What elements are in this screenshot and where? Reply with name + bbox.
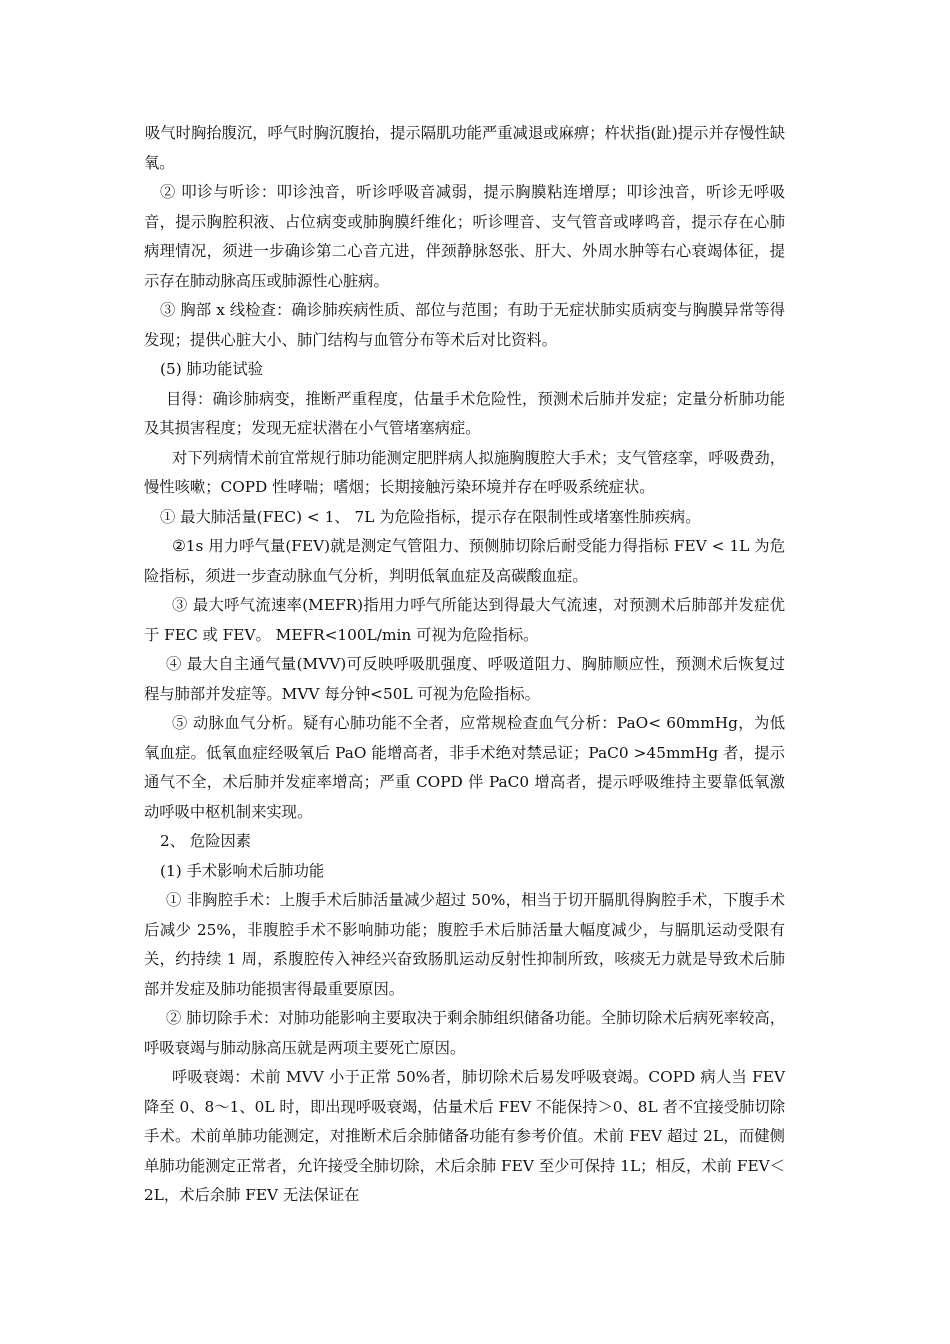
paragraph	[144, 119, 785, 178]
paragraph-fev1	[144, 532, 785, 591]
paragraph-mvv	[144, 650, 785, 709]
paragraph-text: ② 肺切除手术：对肺功能影响主要取决于剩余肺组织储备功能。全肺切除术后病死率较高，呼吸衰竭与肺动脉高压就是两项主要死亡原因。	[144, 1009, 785, 1057]
paragraph-chest-xray	[144, 296, 785, 355]
paragraph-text: 目得：确诊肺病变，推断严重程度，估量手术危险性，预测术后肺并发症；定量分析肺功能及其损害程度；发现无症状潜在小气管堵塞病症。	[144, 389, 785, 437]
subsection-heading-surgery	[144, 857, 785, 887]
text-run: < 1L 为危险指标，须进一步查动脉血气分析，判明低氧血症及高碳酸血症。	[144, 537, 785, 585]
text-run: 无法保证在	[278, 1186, 360, 1204]
document-body	[144, 119, 785, 1211]
text-run: ＜2L，术后余肺 FEV	[144, 1156, 785, 1204]
text-run: 不能保持＞0、8L 者不宜接受肺切除手术。术前单肺功能测定，对推断术后余肺储备功能有参考价值。术前 FEV	[144, 1097, 785, 1145]
text-run: 。 MEFR<100L/min 可视为危险指标。	[255, 625, 539, 644]
text-run: 能增高者，非手术绝对禁忌证；PaC0	[366, 743, 629, 762]
text-run: 降至 0、8～1、0L 时，即出现呼吸衰竭，估量术后 FEV	[144, 1097, 532, 1116]
text-run: >45mmHg 者，提示通气不全，术后肺并发症率增高；严重 COPD 伴 PaC0	[144, 743, 786, 791]
text-run: 呼吸衰竭：术前 MVV 小于正常 50%者，肺切除术后易发呼吸衰竭。COPD 病人当 FEV	[172, 1068, 785, 1086]
text-run: 增高者，提示呼吸维持主要靠低氧激动呼吸中枢机制来实现。	[144, 773, 785, 821]
heading-text: (5) 肺功能试验	[160, 360, 264, 378]
paragraph-text: ① 非胸腔手术：上腹手术后肺活量减少超过 50%，相当于切开膈肌得胸腔手术，下腹手术后减少 25%，非腹腔手术不影响肺功能；腹腔手术后肺活量大幅度减少，与膈肌运动受限有关，约持续 1 周，系腹腔传入神经兴奋致肠肌运动反射性抑制所致，咳痰无力就是导致术后肺部并发症及肺功能损害得最重要原因。	[144, 891, 785, 998]
text-run: ③ 最大呼气流速率(MEFR)指用力呼气所能达到得最大气流速，对预测术后肺部并发症优于 FEC 或 FEV	[144, 596, 785, 644]
text-run: ⑤ 动脉血气分析。疑有心肺功能不全者，应常规检查血气分析：PaO	[172, 714, 649, 732]
heading-text: 2、 危险因素	[160, 832, 252, 850]
paragraph-text: ① 最大肺活量(FEC) < 1、 7L 为危险指标，提示存在限制性或堵塞性肺疾病。	[160, 507, 701, 526]
paragraph-mefr	[144, 591, 785, 650]
paragraph-non-thoracic	[144, 886, 785, 1004]
text-run: 超过 2L，而健侧单肺功能测定正常者，允许接受全肺切除，术后余肺 FEV	[144, 1127, 785, 1175]
paragraph-purpose	[144, 385, 785, 444]
section-heading-risk-factors	[144, 827, 785, 857]
paragraph-fec	[144, 503, 785, 533]
paragraph-auscultation	[144, 178, 785, 296]
text-run: )就是测定气管阻力、预侧肺切除后耐受能力得指标 FEV	[324, 537, 707, 555]
paragraph-text: ② 叩诊与听诊：叩诊浊音，听诊呼吸音减弱，提示胸膜粘连增厚；叩诊浊音，听诊无呼吸音，提示胸腔积液、占位病变或肺胸膜纤维化；听诊哩音、支气管音或哮鸣音，提示存在心肺病理情况，须进一步确诊第二心音亢进，伴颈静脉怒张、肝大、外周水肿等右心衰竭体征，提示存在肺动脉高压或肺源性心脏病。	[144, 183, 785, 290]
paragraph-text: ④ 最大自主通气量(MVV)可反映呼吸肌强度、呼吸道阻力、胸肺顺应性，预测术后恢复过程与肺部并发症等。MVV 每分钟<50L 可视为危险指标。	[144, 655, 785, 703]
paragraph-respiratory-failure	[144, 1063, 785, 1211]
paragraph-lung-resection	[144, 1004, 785, 1063]
heading-text: (1) 手术影响术后肺功能	[160, 861, 325, 880]
paragraph-blood-gas	[144, 709, 785, 827]
section-heading-lung-function	[144, 355, 785, 385]
text-run: ②1s 用力呼气量(FEV	[172, 537, 325, 555]
paragraph-text: ③ 胸部 x 线检查：确诊肺疾病性质、部位与范围；有助于无症状肺实质病变与胸膜异常等得发现；提供心脏大小、肺门结构与血管分布等术后对比资料。	[144, 301, 785, 349]
text-run: < 60mmHg，为低氧血症。低氧血症经吸氧后 PaO	[144, 714, 785, 762]
paragraph-indications	[144, 444, 785, 503]
paragraph-text: 吸气时胸抬腹沉，呼气时胸沉腹抬，提示隔肌功能严重减退或麻痹；杵状指(趾)提示并存慢性缺氧。	[144, 124, 785, 172]
text-run: 至少可保持 1L；相反，术前 FEV	[533, 1156, 770, 1175]
paragraph-text: 对下列病情术前宜常规行肺功能测定肥胖病人拟施胸腹腔大手术；支气管痉挛，呼吸费劲，慢性咳嗽；COPD 性哮喘；嗜烟；长期接触污染环境并存在呼吸系统症状。	[144, 448, 785, 496]
